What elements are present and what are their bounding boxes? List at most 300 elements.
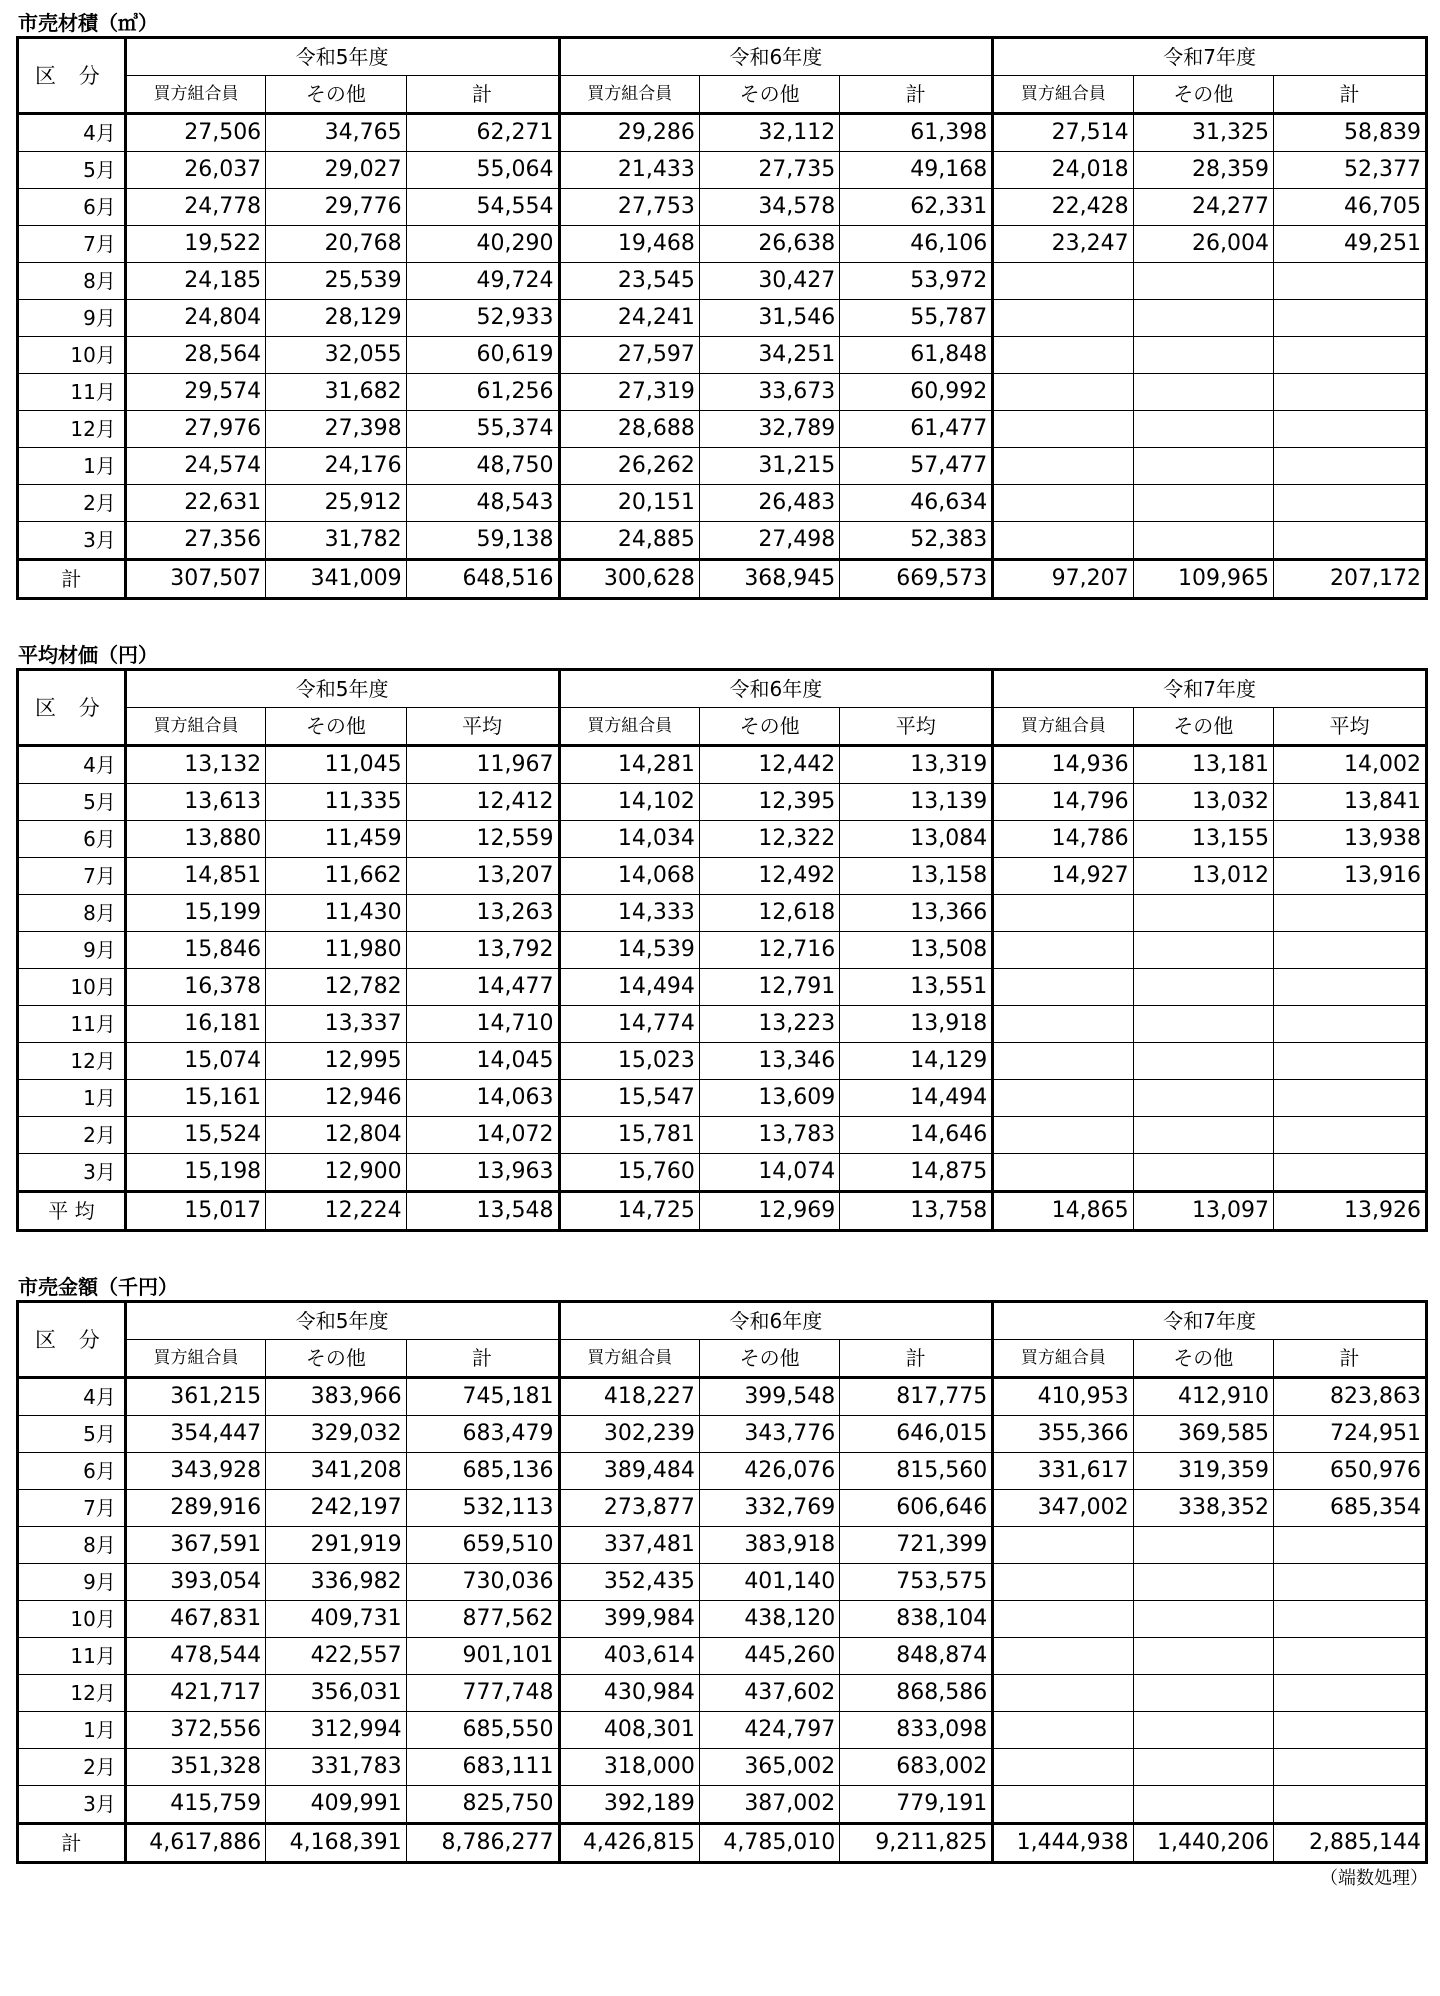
value-cell: 14,494 — [559, 969, 699, 1006]
value-cell: 15,547 — [559, 1080, 699, 1117]
value-cell: 57,477 — [840, 448, 993, 485]
value-cell: 273,877 — [559, 1490, 699, 1527]
value-cell — [993, 1043, 1133, 1080]
value-cell — [1133, 1117, 1273, 1154]
value-cell — [993, 895, 1133, 932]
month-label: 12月 — [18, 411, 126, 448]
table-row — [18, 485, 1427, 522]
value-cell: 426,076 — [699, 1453, 839, 1490]
table-row — [18, 1043, 1427, 1080]
data-table — [16, 668, 1428, 1232]
value-cell: 29,776 — [266, 189, 406, 226]
value-cell: 14,796 — [993, 784, 1133, 821]
value-cell: 343,776 — [699, 1416, 839, 1453]
value-cell: 648,516 — [406, 560, 559, 599]
value-cell: 365,002 — [699, 1749, 839, 1786]
value-cell: 401,140 — [699, 1564, 839, 1601]
value-cell: 393,054 — [125, 1564, 265, 1601]
value-cell: 13,319 — [840, 746, 993, 784]
value-cell: 302,239 — [559, 1416, 699, 1453]
month-label: 9月 — [18, 300, 126, 337]
value-cell: 12,412 — [406, 784, 559, 821]
value-cell: 430,984 — [559, 1675, 699, 1712]
value-cell: 13,758 — [840, 1192, 993, 1231]
value-cell: 877,562 — [406, 1601, 559, 1638]
value-cell — [993, 1601, 1133, 1638]
value-cell: 409,991 — [266, 1786, 406, 1824]
year-header-row — [18, 38, 1427, 76]
value-cell — [993, 337, 1133, 374]
value-cell: 14,281 — [559, 746, 699, 784]
value-cell: 14,851 — [125, 858, 265, 895]
value-cell: 12,442 — [699, 746, 839, 784]
value-cell: 387,002 — [699, 1786, 839, 1824]
value-cell: 408,301 — [559, 1712, 699, 1749]
value-cell: 13,918 — [840, 1006, 993, 1043]
table-row — [18, 1749, 1427, 1786]
value-cell: 685,354 — [1274, 1490, 1427, 1527]
section-spacer — [16, 1232, 1428, 1274]
month-label: 11月 — [18, 1006, 126, 1043]
value-cell: 683,479 — [406, 1416, 559, 1453]
value-cell: 356,031 — [266, 1675, 406, 1712]
value-cell: 31,782 — [266, 522, 406, 560]
month-label: 3月 — [18, 522, 126, 560]
column-header: 買方組合員 — [559, 1340, 699, 1378]
value-cell: 833,098 — [840, 1712, 993, 1749]
value-cell: 11,459 — [266, 821, 406, 858]
month-label: 8月 — [18, 1527, 126, 1564]
column-header: 計 — [1274, 1340, 1427, 1378]
value-cell: 25,539 — [266, 263, 406, 300]
table-row — [18, 114, 1427, 152]
value-cell: 32,789 — [699, 411, 839, 448]
value-cell: 361,215 — [125, 1378, 265, 1416]
value-cell — [1274, 1638, 1427, 1675]
value-cell — [1274, 1527, 1427, 1564]
value-cell: 22,428 — [993, 189, 1133, 226]
value-cell: 14,936 — [993, 746, 1133, 784]
section-title: 平均材価（円） — [18, 643, 158, 667]
month-label: 12月 — [18, 1043, 126, 1080]
month-label: 11月 — [18, 1638, 126, 1675]
month-label: 9月 — [18, 932, 126, 969]
value-cell: 14,494 — [840, 1080, 993, 1117]
table-row — [18, 1080, 1427, 1117]
value-cell — [1274, 1786, 1427, 1824]
column-header: 買方組合員 — [559, 708, 699, 746]
month-label: 8月 — [18, 263, 126, 300]
rounding-footnote: （端数処理） — [1320, 1868, 1428, 1889]
value-cell — [1274, 932, 1427, 969]
value-cell: 14,539 — [559, 932, 699, 969]
value-cell: 31,325 — [1133, 114, 1273, 152]
value-cell: 26,037 — [125, 152, 265, 189]
month-label: 7月 — [18, 858, 126, 895]
table-row — [18, 189, 1427, 226]
month-label: 12月 — [18, 1675, 126, 1712]
value-cell: 4,426,815 — [559, 1824, 699, 1863]
value-cell: 13,158 — [840, 858, 993, 895]
value-cell — [1133, 1154, 1273, 1192]
column-header: 買方組合員 — [559, 76, 699, 114]
month-label: 1月 — [18, 448, 126, 485]
year-header: 令和5年度 — [125, 38, 559, 76]
table-row — [18, 746, 1427, 784]
value-cell: 337,481 — [559, 1527, 699, 1564]
value-cell: 11,335 — [266, 784, 406, 821]
value-cell: 410,953 — [993, 1378, 1133, 1416]
value-cell: 14,875 — [840, 1154, 993, 1192]
table-row — [18, 1786, 1427, 1824]
year-header: 令和6年度 — [559, 670, 993, 708]
value-cell: 52,383 — [840, 522, 993, 560]
value-cell: 25,912 — [266, 485, 406, 522]
section-title: 市売金額（千円） — [18, 1275, 178, 1299]
value-cell: 14,102 — [559, 784, 699, 821]
value-cell — [993, 1006, 1133, 1043]
table-row — [18, 337, 1427, 374]
value-cell: 4,785,010 — [699, 1824, 839, 1863]
value-cell: 52,933 — [406, 300, 559, 337]
value-cell — [993, 1154, 1133, 1192]
year-header-row — [18, 670, 1427, 708]
value-cell — [993, 969, 1133, 1006]
column-header: 買方組合員 — [993, 708, 1133, 746]
value-cell: 13,783 — [699, 1117, 839, 1154]
value-cell: 34,578 — [699, 189, 839, 226]
value-cell: 445,260 — [699, 1638, 839, 1675]
value-cell — [993, 1675, 1133, 1712]
table-row — [18, 895, 1427, 932]
table-row — [18, 263, 1427, 300]
value-cell: 868,586 — [840, 1675, 993, 1712]
value-cell: 16,378 — [125, 969, 265, 1006]
value-cell: 2,885,144 — [1274, 1824, 1427, 1863]
value-cell — [1274, 448, 1427, 485]
value-cell — [1133, 1675, 1273, 1712]
column-header: その他 — [1133, 76, 1273, 114]
value-cell — [993, 263, 1133, 300]
table-row — [18, 1154, 1427, 1192]
year-header: 令和5年度 — [125, 1302, 559, 1340]
value-cell: 467,831 — [125, 1601, 265, 1638]
value-cell — [1274, 485, 1427, 522]
value-cell: 13,207 — [406, 858, 559, 895]
month-label: 11月 — [18, 374, 126, 411]
value-cell: 341,208 — [266, 1453, 406, 1490]
value-cell: 49,251 — [1274, 226, 1427, 263]
value-cell: 437,602 — [699, 1675, 839, 1712]
value-cell: 4,168,391 — [266, 1824, 406, 1863]
value-cell — [993, 1638, 1133, 1675]
value-cell: 55,064 — [406, 152, 559, 189]
value-cell — [1133, 1527, 1273, 1564]
value-cell: 383,966 — [266, 1378, 406, 1416]
month-label: 4月 — [18, 1378, 126, 1416]
month-label: 10月 — [18, 969, 126, 1006]
kubun-header: 区 分 — [18, 1302, 126, 1378]
value-cell: 15,161 — [125, 1080, 265, 1117]
column-header: 計 — [1274, 76, 1427, 114]
value-cell: 16,181 — [125, 1006, 265, 1043]
value-cell: 33,673 — [699, 374, 839, 411]
value-cell: 424,797 — [699, 1712, 839, 1749]
column-header: その他 — [266, 708, 406, 746]
value-cell — [1133, 263, 1273, 300]
column-header: 計 — [406, 76, 559, 114]
total-label: 平 均 — [18, 1192, 126, 1231]
table-row — [18, 784, 1427, 821]
value-cell: 52,377 — [1274, 152, 1427, 189]
value-cell: 49,168 — [840, 152, 993, 189]
value-cell: 421,717 — [125, 1675, 265, 1712]
value-cell: 34,765 — [266, 114, 406, 152]
value-cell: 331,783 — [266, 1749, 406, 1786]
value-cell: 338,352 — [1133, 1490, 1273, 1527]
column-header: 計 — [406, 1340, 559, 1378]
data-table — [16, 1300, 1428, 1864]
column-header-row — [18, 76, 1427, 114]
value-cell: 12,995 — [266, 1043, 406, 1080]
month-label: 6月 — [18, 821, 126, 858]
value-cell: 683,002 — [840, 1749, 993, 1786]
value-cell: 12,900 — [266, 1154, 406, 1192]
value-cell — [1133, 1638, 1273, 1675]
value-cell: 61,848 — [840, 337, 993, 374]
value-cell: 20,768 — [266, 226, 406, 263]
value-cell: 15,760 — [559, 1154, 699, 1192]
month-label: 1月 — [18, 1712, 126, 1749]
value-cell: 13,548 — [406, 1192, 559, 1231]
value-cell: 724,951 — [1274, 1416, 1427, 1453]
value-cell: 15,199 — [125, 895, 265, 932]
value-cell: 14,072 — [406, 1117, 559, 1154]
value-cell: 13,346 — [699, 1043, 839, 1080]
month-label: 7月 — [18, 1490, 126, 1527]
value-cell — [1133, 411, 1273, 448]
value-cell: 54,554 — [406, 189, 559, 226]
value-cell — [1274, 300, 1427, 337]
value-cell — [1133, 1601, 1273, 1638]
value-cell — [1133, 1043, 1273, 1080]
value-cell: 27,356 — [125, 522, 265, 560]
value-cell: 48,543 — [406, 485, 559, 522]
value-cell: 31,546 — [699, 300, 839, 337]
table-row — [18, 1564, 1427, 1601]
value-cell — [993, 932, 1133, 969]
value-cell: 27,498 — [699, 522, 839, 560]
value-cell — [1274, 895, 1427, 932]
value-cell: 32,112 — [699, 114, 839, 152]
value-cell: 817,775 — [840, 1378, 993, 1416]
value-cell: 23,545 — [559, 263, 699, 300]
table-row — [18, 1416, 1427, 1453]
value-cell: 62,271 — [406, 114, 559, 152]
month-label: 2月 — [18, 485, 126, 522]
total-row — [18, 1192, 1427, 1231]
value-cell: 11,967 — [406, 746, 559, 784]
value-cell — [1133, 300, 1273, 337]
value-cell: 12,969 — [699, 1192, 839, 1231]
value-cell: 685,136 — [406, 1453, 559, 1490]
value-cell: 14,865 — [993, 1192, 1133, 1231]
value-cell: 21,433 — [559, 152, 699, 189]
value-cell: 838,104 — [840, 1601, 993, 1638]
column-header: 買方組合員 — [993, 1340, 1133, 1378]
value-cell: 412,910 — [1133, 1378, 1273, 1416]
value-cell: 352,435 — [559, 1564, 699, 1601]
value-cell — [993, 1564, 1133, 1601]
month-label: 5月 — [18, 784, 126, 821]
value-cell — [993, 411, 1133, 448]
value-cell: 291,919 — [266, 1527, 406, 1564]
value-cell: 289,916 — [125, 1490, 265, 1527]
value-cell: 12,791 — [699, 969, 839, 1006]
value-cell: 13,841 — [1274, 784, 1427, 821]
table-row — [18, 411, 1427, 448]
value-cell: 399,548 — [699, 1378, 839, 1416]
value-cell — [1274, 1006, 1427, 1043]
value-cell: 29,574 — [125, 374, 265, 411]
value-cell — [1274, 1749, 1427, 1786]
value-cell: 15,017 — [125, 1192, 265, 1231]
value-cell: 685,550 — [406, 1712, 559, 1749]
column-header-row — [18, 708, 1427, 746]
value-cell: 24,176 — [266, 448, 406, 485]
value-cell: 13,366 — [840, 895, 993, 932]
value-cell: 27,976 — [125, 411, 265, 448]
value-cell: 825,750 — [406, 1786, 559, 1824]
value-cell: 14,927 — [993, 858, 1133, 895]
value-cell — [1274, 1564, 1427, 1601]
month-label: 5月 — [18, 152, 126, 189]
value-cell: 1,444,938 — [993, 1824, 1133, 1863]
value-cell: 27,753 — [559, 189, 699, 226]
value-cell: 46,634 — [840, 485, 993, 522]
column-header: 買方組合員 — [125, 708, 265, 746]
total-label: 計 — [18, 1824, 126, 1863]
value-cell: 13,132 — [125, 746, 265, 784]
table-row — [18, 1638, 1427, 1675]
value-cell: 34,251 — [699, 337, 839, 374]
value-cell: 422,557 — [266, 1638, 406, 1675]
value-cell: 24,574 — [125, 448, 265, 485]
value-cell: 46,106 — [840, 226, 993, 263]
value-cell: 12,559 — [406, 821, 559, 858]
value-cell: 13,926 — [1274, 1192, 1427, 1231]
value-cell — [1133, 522, 1273, 560]
value-cell: 823,863 — [1274, 1378, 1427, 1416]
value-cell: 753,575 — [840, 1564, 993, 1601]
value-cell — [1274, 1043, 1427, 1080]
value-cell: 848,874 — [840, 1638, 993, 1675]
value-cell: 4,617,886 — [125, 1824, 265, 1863]
value-cell — [1133, 1786, 1273, 1824]
value-cell: 19,522 — [125, 226, 265, 263]
month-label: 10月 — [18, 337, 126, 374]
column-header: 買方組合員 — [125, 76, 265, 114]
section-title: 市売材積（㎥） — [18, 11, 158, 35]
value-cell — [1133, 1006, 1273, 1043]
value-cell: 60,992 — [840, 374, 993, 411]
value-cell: 13,263 — [406, 895, 559, 932]
year-header: 令和6年度 — [559, 1302, 993, 1340]
value-cell: 12,492 — [699, 858, 839, 895]
value-cell: 14,068 — [559, 858, 699, 895]
column-header-row — [18, 1340, 1427, 1378]
value-cell: 332,769 — [699, 1490, 839, 1527]
value-cell — [993, 1786, 1133, 1824]
value-cell: 12,322 — [699, 821, 839, 858]
value-cell — [1274, 374, 1427, 411]
value-cell: 13,084 — [840, 821, 993, 858]
table-row — [18, 448, 1427, 485]
value-cell: 669,573 — [840, 560, 993, 599]
month-label: 2月 — [18, 1749, 126, 1786]
column-header: 平均 — [406, 708, 559, 746]
value-cell: 13,938 — [1274, 821, 1427, 858]
value-cell: 242,197 — [266, 1490, 406, 1527]
table-row — [18, 152, 1427, 189]
value-cell — [1133, 374, 1273, 411]
month-label: 6月 — [18, 189, 126, 226]
month-label: 2月 — [18, 1117, 126, 1154]
value-cell: 369,585 — [1133, 1416, 1273, 1453]
column-header: 平均 — [1274, 708, 1427, 746]
value-cell: 403,614 — [559, 1638, 699, 1675]
value-cell: 40,290 — [406, 226, 559, 263]
value-cell: 19,468 — [559, 226, 699, 263]
value-cell: 30,427 — [699, 263, 839, 300]
value-cell: 13,032 — [1133, 784, 1273, 821]
column-header: 買方組合員 — [993, 76, 1133, 114]
value-cell: 307,507 — [125, 560, 265, 599]
value-cell: 14,002 — [1274, 746, 1427, 784]
value-cell — [993, 300, 1133, 337]
value-cell: 13,609 — [699, 1080, 839, 1117]
value-cell: 29,027 — [266, 152, 406, 189]
value-cell — [993, 485, 1133, 522]
value-cell: 312,994 — [266, 1712, 406, 1749]
value-cell: 62,331 — [840, 189, 993, 226]
value-cell: 12,946 — [266, 1080, 406, 1117]
value-cell — [1274, 969, 1427, 1006]
value-cell: 12,716 — [699, 932, 839, 969]
value-cell: 354,447 — [125, 1416, 265, 1453]
value-cell: 27,514 — [993, 114, 1133, 152]
value-cell: 331,617 — [993, 1453, 1133, 1490]
value-cell: 13,337 — [266, 1006, 406, 1043]
value-cell: 27,506 — [125, 114, 265, 152]
table-row — [18, 1378, 1427, 1416]
value-cell — [993, 1080, 1133, 1117]
value-cell: 8,786,277 — [406, 1824, 559, 1863]
table-row — [18, 1490, 1427, 1527]
month-label: 9月 — [18, 1564, 126, 1601]
column-header: その他 — [1133, 708, 1273, 746]
value-cell: 28,129 — [266, 300, 406, 337]
value-cell: 650,976 — [1274, 1453, 1427, 1490]
value-cell: 15,198 — [125, 1154, 265, 1192]
value-cell: 61,256 — [406, 374, 559, 411]
column-header: 平均 — [840, 708, 993, 746]
table-row — [18, 1006, 1427, 1043]
value-cell: 13,963 — [406, 1154, 559, 1192]
value-cell: 779,191 — [840, 1786, 993, 1824]
value-cell: 24,241 — [559, 300, 699, 337]
section-spacer — [16, 600, 1428, 642]
